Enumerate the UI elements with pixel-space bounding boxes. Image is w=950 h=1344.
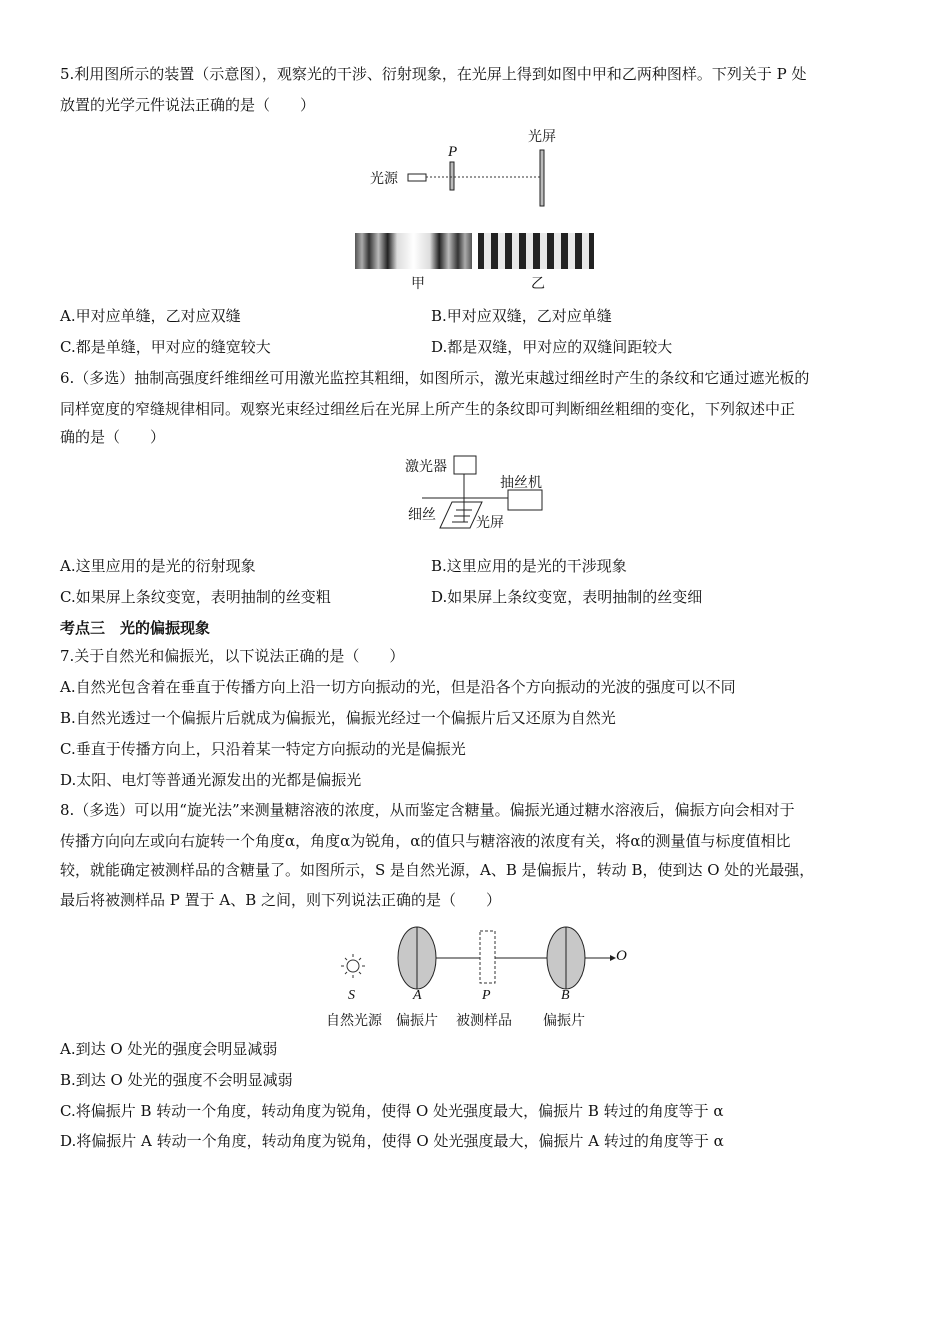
q6-stem-line2: 同样宽度的窄缝规律相同。观察光束经过细丝后在光屏上所产生的条纹即可判断细丝粗细的变化，下列叙述中正 bbox=[60, 400, 796, 418]
q5-option-c: C.都是单缝，甲对应的缝宽较大 bbox=[60, 338, 271, 356]
q6-stem-line1: 6.（多选）抽制高强度纤维细丝可用激光监控其粗细，如图所示，激光束越过细丝时产生的条纹和它通过遮光板的 bbox=[60, 369, 810, 387]
p-label: P bbox=[448, 144, 458, 160]
jia-pattern bbox=[355, 233, 472, 269]
q7-option-a: A.自然光包含着在垂直于传播方向上沿一切方向振动的光，但是沿各个方向振动的光波的强度可以不同 bbox=[60, 678, 736, 696]
fringe-patterns bbox=[355, 233, 595, 293]
q5-apparatus-figure bbox=[350, 120, 610, 220]
q7-stem: 7.关于自然光和偏振光，以下说法正确的是（ ） bbox=[60, 647, 405, 665]
s-symbol: S bbox=[348, 988, 355, 1003]
q8-polarization-diagram bbox=[320, 922, 640, 994]
polarizer-a-label: 偏振片 bbox=[396, 1013, 438, 1029]
yi-pattern bbox=[478, 233, 594, 269]
a-symbol: A bbox=[413, 988, 422, 1003]
q7-option-d: D.太阳、电灯等普通光源发出的光都是偏振光 bbox=[60, 771, 362, 789]
q8-stem-line3: 较，就能确定被测样品的含糖量了。如图所示，S 是自然光源，A、B 是偏振片，转动 B，使到达 O 处的光最强， bbox=[60, 861, 815, 879]
jia-label: 甲 bbox=[411, 276, 425, 292]
o-symbol: O bbox=[616, 948, 627, 964]
p-symbol: P bbox=[482, 988, 491, 1003]
sample-label: 被测样品 bbox=[456, 1013, 512, 1029]
q6-option-c: C.如果屏上条纹变宽，表明抽制的丝变粗 bbox=[60, 588, 331, 606]
yi-label: 乙 bbox=[531, 276, 545, 292]
q7-option-c: C.垂直于传播方向上，只沿着某一特定方向振动的光是偏振光 bbox=[60, 740, 466, 758]
q8-option-b: B.到达 O 处光的强度不会明显减弱 bbox=[60, 1071, 293, 1089]
wire-label: 细丝 bbox=[408, 507, 436, 523]
q5-option-d: D.都是双缝，甲对应的双缝间距较大 bbox=[431, 338, 673, 356]
q6-option-a: A.这里应用的是光的衍射现象 bbox=[60, 557, 256, 575]
q6-stem-line3: 确的是（ ） bbox=[60, 428, 166, 446]
q6-screen-label: 光屏 bbox=[476, 515, 504, 531]
wire-drawer-label: 抽丝机 bbox=[500, 475, 542, 491]
laser-label: 激光器 bbox=[405, 459, 447, 475]
q8-stem-line4: 最后将被测样品 P 置于 A、B 之间，则下列说法正确的是（ ） bbox=[60, 891, 502, 909]
q8-option-a: A.到达 O 处光的强度会明显减弱 bbox=[60, 1040, 278, 1058]
b-symbol: B bbox=[561, 988, 570, 1003]
q6-option-b: B.这里应用的是光的干涉现象 bbox=[431, 557, 627, 575]
q6-laser-figure bbox=[400, 452, 560, 542]
fringe-pattern-images bbox=[355, 233, 595, 269]
q8-stem-line2: 传播方向向左或向右旋转一个角度α，角度α为锐角，α的值只与糖溶液的浓度有关，将α的测量值与标度值相比 bbox=[60, 832, 791, 850]
q7-option-b: B.自然光透过一个偏振片后就成为偏振光，偏振光经过一个偏振片后又还原为自然光 bbox=[60, 709, 616, 727]
sun-icon bbox=[341, 954, 365, 978]
light-source-label: 光源 bbox=[370, 171, 398, 187]
q5-option-a: A.甲对应单缝，乙对应双缝 bbox=[60, 307, 241, 325]
q6-option-d: D.如果屏上条纹变宽，表明抽制的丝变细 bbox=[431, 588, 703, 606]
q5-stem-line2: 放置的光学元件说法正确的是（ ） bbox=[60, 96, 316, 114]
q8-option-c: C.将偏振片 B 转动一个角度，转动角度为锐角，使得 O 处光强度最大，偏振片 B 转过的角度等于 α bbox=[60, 1102, 724, 1120]
q8-stem-line1: 8.（多选）可以用“旋光法”来测量糖溶液的浓度，从而鉴定含糖量。偏振光通过糖水溶液后，偏振方向会相对于 bbox=[60, 801, 795, 819]
q5-option-b: B.甲对应双缝，乙对应单缝 bbox=[431, 307, 612, 325]
sample-p bbox=[480, 931, 495, 983]
polarizer-b-label: 偏振片 bbox=[543, 1013, 585, 1029]
natural-light-label: 自然光源 bbox=[326, 1013, 382, 1029]
q8-polarization-figure bbox=[320, 922, 640, 1032]
q5-stem-line1: 5.利用图所示的装置（示意图），观察光的干涉、衍射现象，在光屏上得到如图中甲和乙两种图样。下列关于 P 处 bbox=[60, 65, 807, 83]
q8-option-d: D.将偏振片 A 转动一个角度，转动角度为锐角，使得 O 处光强度最大，偏振片 A 转过的角度等于 α bbox=[60, 1132, 724, 1150]
section-title: 考点三 光的偏振现象 bbox=[60, 619, 211, 637]
screen-label: 光屏 bbox=[528, 129, 556, 145]
